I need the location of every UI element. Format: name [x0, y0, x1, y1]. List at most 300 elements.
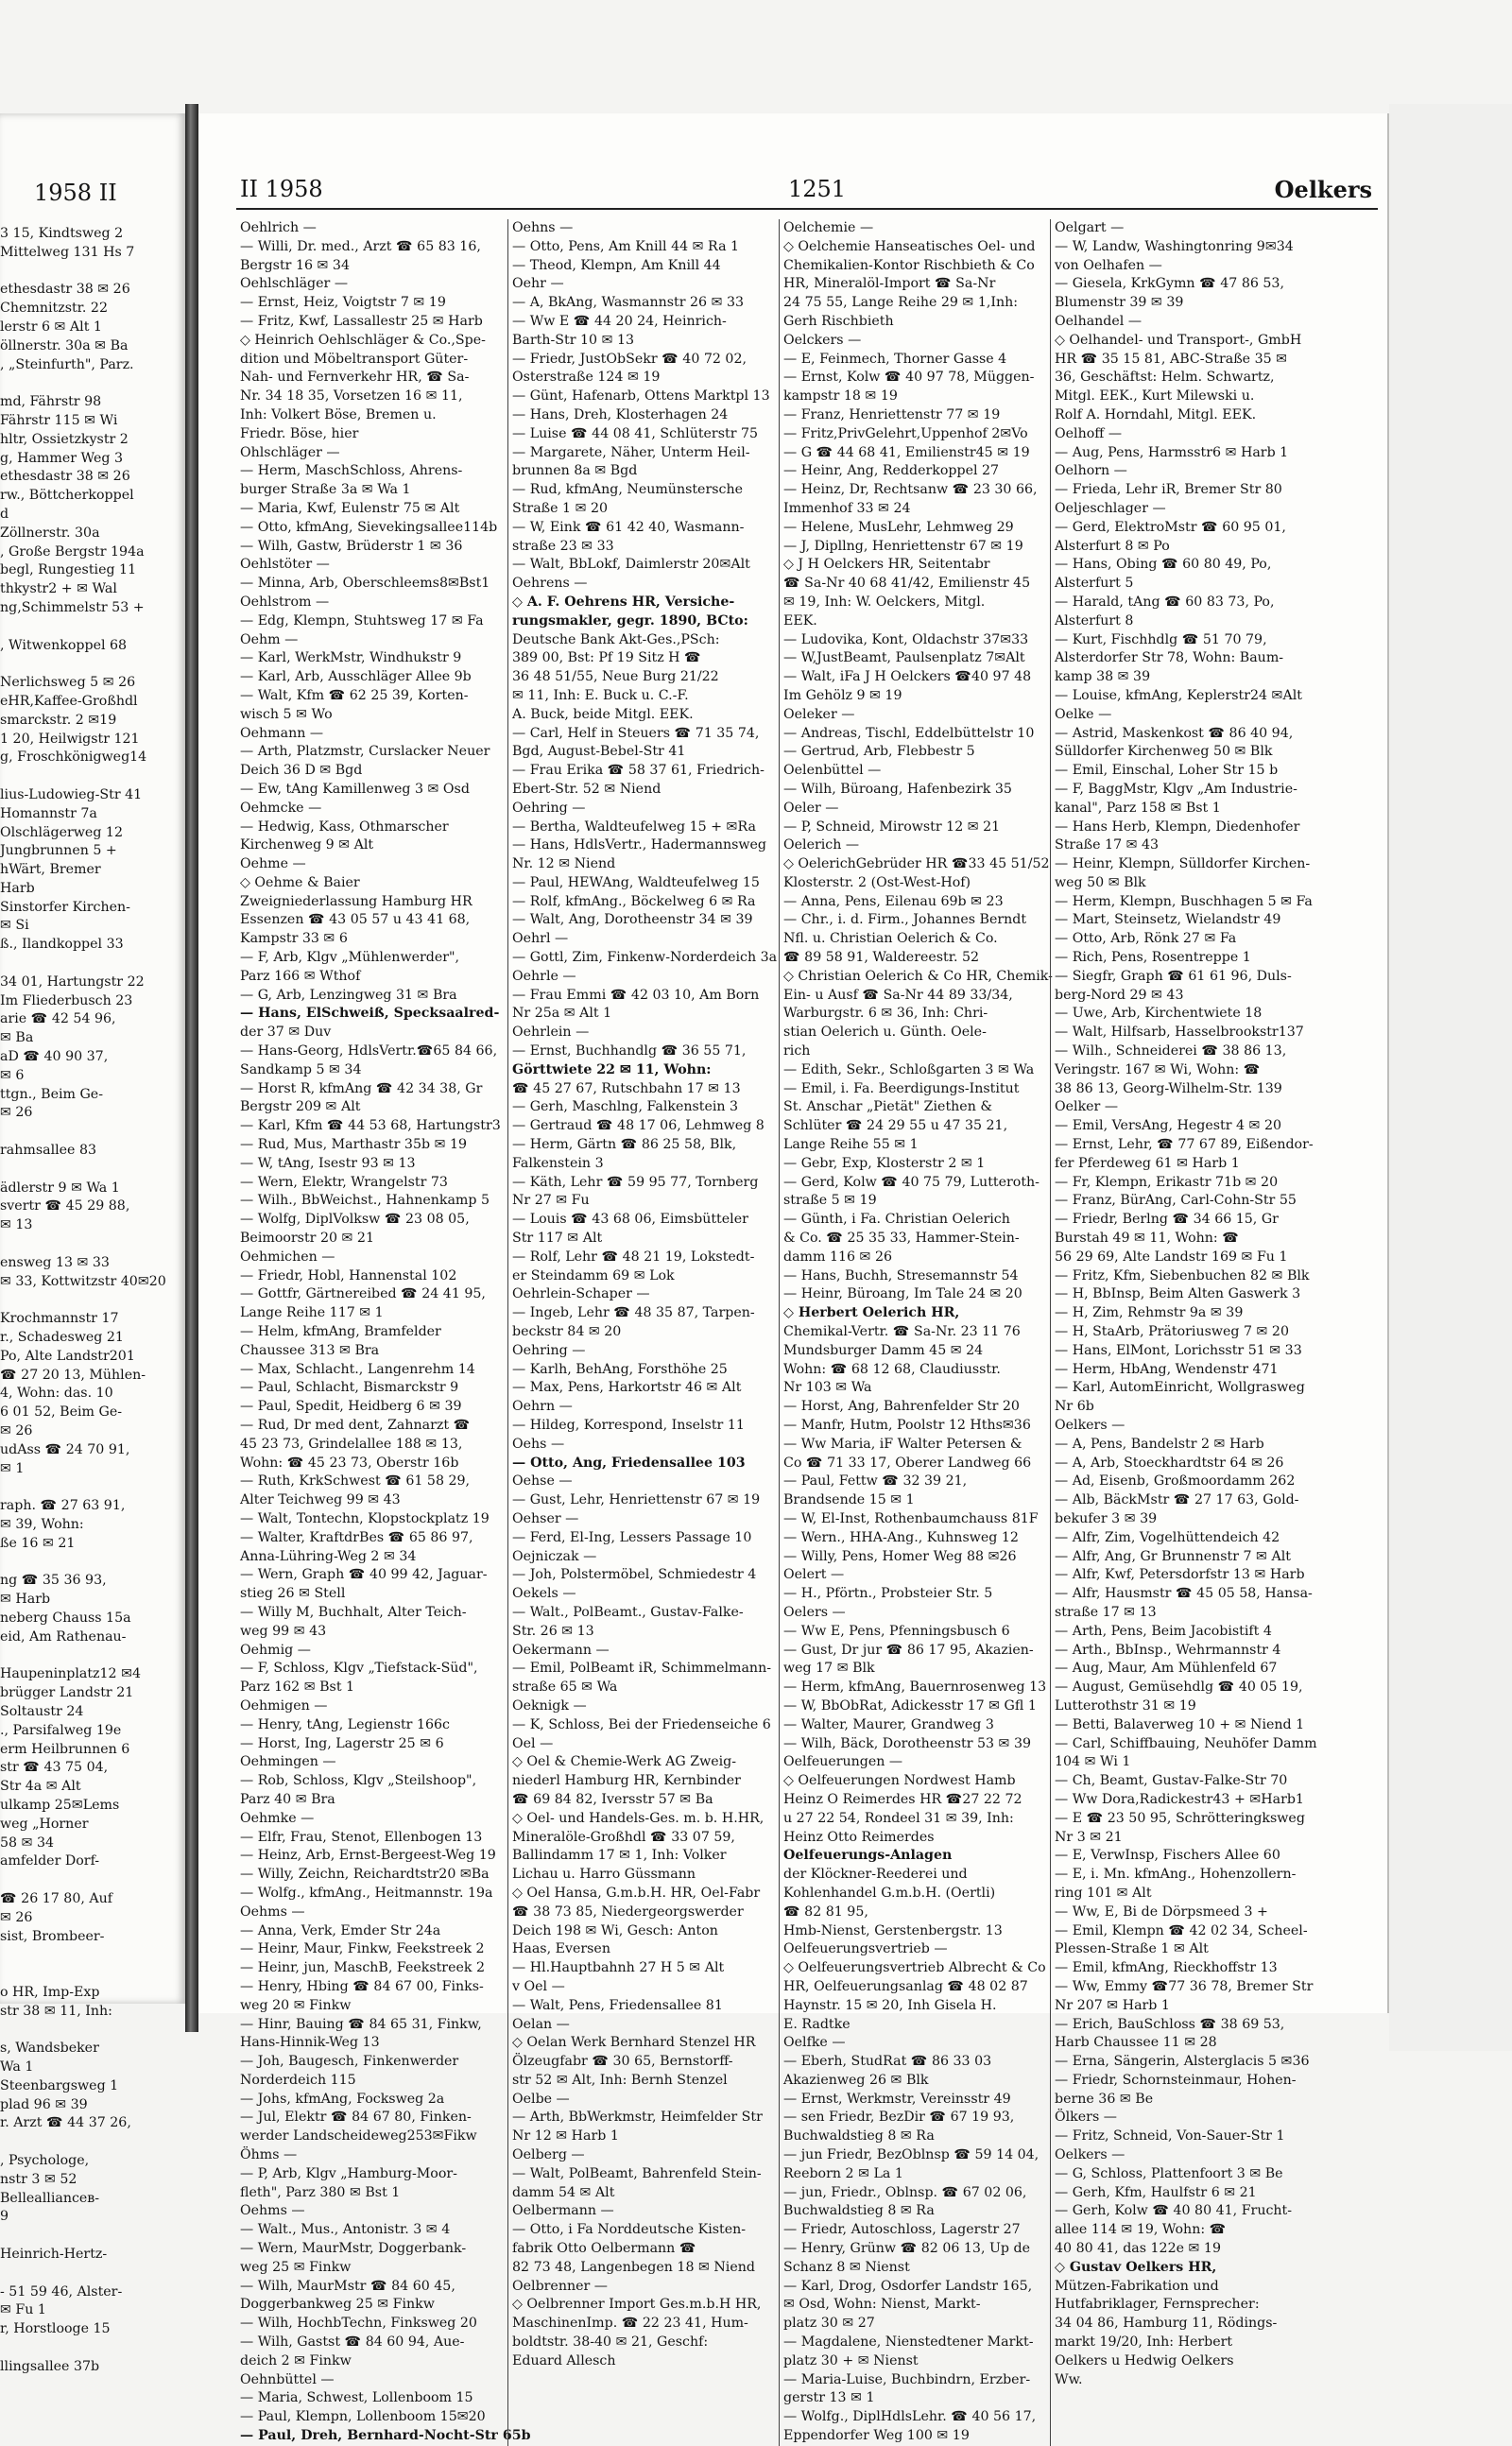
directory-entry: Oehm —	[240, 631, 299, 647]
directory-entry: MaschinenImp. ☎ 22 23 41, Hum-	[512, 2316, 748, 2332]
directory-entry: Oehmann —	[240, 725, 324, 741]
directory-entry: — Arth, Pens, Beim Jacobistift 4	[1055, 1623, 1272, 1639]
directory-entry: — Maria, Schwest, Lollenboom 15	[240, 2390, 473, 2406]
directory-entry: HR, Mineralöl-Import ☎ Sa-Nr	[783, 276, 996, 292]
directory-entry: Lichau u. Harro Güssmann	[512, 1867, 696, 1883]
directory-entry: Eppendorfer Weg 100 ✉ 19	[783, 2428, 970, 2444]
directory-entry: — Gottfr, Gärtnereibed ☎ 24 41 95,	[240, 1286, 486, 1302]
left-page-line	[0, 767, 185, 786]
directory-entry: — Paul, HEWAng, Waldteufelweg 15	[512, 874, 760, 890]
directory-entry: EEK.	[783, 612, 817, 629]
left-page-line: md, Fährstr 98	[0, 394, 102, 410]
directory-entry: — Herm, HbAng, Wendenstr 471	[1055, 1361, 1279, 1377]
directory-entry: Lange Reihe 55 ✉ 1	[783, 1137, 919, 1153]
directory-entry: Oeler —	[783, 800, 839, 816]
directory-entry: — Gerh, Kolw ☎ 40 80 41, Frucht-	[1055, 2203, 1293, 2219]
column-2	[507, 219, 779, 2446]
directory-entry: — Friedr, Hobl, Hannenstal 102	[240, 1267, 457, 1283]
left-page-line: ✉ 39, Wohn:	[0, 1516, 84, 1532]
directory-entry: — Emil, PolBeamt iR, Schimmelmann-	[512, 1661, 771, 1677]
directory-entry: — Willy M, Buchhalt, Alter Teich-	[240, 1604, 467, 1620]
directory-entry: — Rud, Dr med dent, Zahnarzt ☎	[240, 1418, 471, 1433]
directory-entry: — Aug, Maur, Am Mühlenfeld 67	[1055, 1661, 1278, 1677]
directory-entry: E. Radtke	[783, 2016, 850, 2032]
directory-entry: Görttwiete 22 ✉ 11, Wohn:	[512, 1061, 712, 1077]
left-page-line: r, Horstlooge 15	[0, 2321, 111, 2337]
directory-entry: — Herm, MaschSchloss, Ahrens-	[240, 463, 463, 479]
directory-entry: — W, tAng, Isestr 93 ✉ 13	[240, 1155, 416, 1171]
directory-entry: Oelkers —	[1055, 2147, 1125, 2163]
left-page-line: ✉ Fu 1	[0, 2302, 46, 2318]
directory-entry: Chaussee 313 ✉ Bra	[240, 1342, 380, 1358]
directory-entry: — Hans, ElSchweiß, Specksaalred-	[240, 1006, 500, 1022]
directory-entry: Essenzen ☎ 43 05 57 u 43 41 68,	[240, 912, 471, 928]
directory-entry: Parz 162 ✉ Bst 1	[240, 1679, 355, 1696]
left-page-line: Belleallianceв-	[0, 2190, 100, 2206]
directory-entry: — Andreas, Tischl, Eddelbüttelstr 10	[783, 725, 1035, 741]
directory-entry: — Magdalene, Nienstedtener Markt-	[783, 2334, 1034, 2351]
directory-entry: — Wolfg., DiplHdlsLehr. ☎ 40 56 17,	[783, 2409, 1037, 2425]
directory-entry: Falkenstein 3	[512, 1155, 604, 1171]
directory-entry: Kohlenhandel G.m.b.H. (Oertli)	[783, 1885, 996, 1901]
directory-entry: — H, StaArb, Prätoriusweg 7 ✉ 20	[1055, 1324, 1289, 1340]
directory-entry: ◇ Herbert Oelerich HR,	[783, 1305, 960, 1321]
directory-entry: straße 65 ✉ Wa	[512, 1679, 618, 1696]
directory-entry: — E ☎ 23 50 95, Schrötteringksweg	[1055, 1810, 1305, 1826]
directory-entry: er Steindamm 69 ✉ Lok	[512, 1267, 675, 1283]
directory-entry: Oelfke —	[783, 2035, 846, 2051]
left-page-line: 4, Wohn: das. 10	[0, 1386, 113, 1402]
directory-entry: — W, Landw, Washingtonring 9✉34	[1055, 238, 1294, 254]
directory-entry: Veringstr. 167 ✉ Wi, Wohn: ☎	[1055, 1061, 1261, 1077]
left-page-line	[0, 955, 185, 973]
directory-entry: — H., Pförtn., Probsteier Str. 5	[783, 1586, 993, 1602]
left-page-line: Olschlägerweg 12	[0, 824, 123, 840]
left-page-line: Jungbrunnen 5 +	[0, 843, 117, 859]
directory-entry: Öhms —	[240, 2147, 298, 2163]
left-page-line: ✉ 26	[0, 1423, 33, 1438]
directory-entry: Oejniczak —	[512, 1548, 597, 1564]
left-page-line	[0, 1161, 185, 1180]
directory-entry: rich	[783, 1043, 811, 1059]
directory-entry: Bergstr 16 ✉ 34	[240, 257, 350, 273]
directory-entry: — Gerh, Kfm, Haulfstr 6 ✉ 21	[1055, 2184, 1257, 2200]
directory-entry: — Wilh, Bäck, Dorotheenstr 53 ✉ 39	[783, 1735, 1032, 1751]
left-page-line: Sinstorfer Kirchen-	[0, 899, 130, 915]
directory-entry: Oehnbüttel —	[240, 2371, 335, 2387]
left-page-line: ethesdastr 38 ✉ 26	[0, 282, 130, 298]
directory-entry: — Max, Pens, Harkortstr 46 ✉ Alt	[512, 1380, 742, 1396]
directory-entry: Straße 1 ✉ 20	[512, 500, 609, 516]
directory-entry: — jun Friedr, BezOblnsp ☎ 59 14 04,	[783, 2147, 1040, 2163]
directory-entry: — Hans, Obing ☎ 60 80 49, Po,	[1055, 557, 1272, 573]
directory-entry: — Herm, Gärtn ☎ 86 25 58, Blk,	[512, 1137, 737, 1153]
directory-entry: — Wilh, Gastst ☎ 84 60 94, Aue-	[240, 2334, 465, 2351]
directory-entry: — Otto, Pens, Am Knill 44 ✉ Ra 1	[512, 238, 740, 254]
left-page-line: erm Heilbrunnen 6	[0, 1741, 130, 1757]
directory-entry: Klosterstr. 2 (Ost-West-Hof)	[783, 874, 971, 890]
directory-entry: berg-Nord 29 ✉ 43	[1055, 987, 1184, 1003]
directory-entry: — J, Dipllng, Henriettenstr 67 ✉ 19	[783, 538, 1023, 554]
left-page-line: ☎ 27 20 13, Mühlen-	[0, 1367, 146, 1383]
left-page-line: neberg Chauss 15a	[0, 1610, 131, 1626]
directory-entry: Doggerbankweg 25 ✉ Finkw	[240, 2297, 435, 2313]
left-page-line: ✉ 26	[0, 1105, 33, 1121]
directory-entry: — Arth, BbWerkmstr, Heimfelder Str	[512, 2110, 763, 2126]
directory-entry: — Paul, Fettw ☎ 32 39 21,	[783, 1473, 968, 1490]
directory-entry: ◇ OelerichGebrüder HR ☎33 45 51/52	[783, 856, 1050, 872]
directory-entry: — Johs, kfmAng, Focksweg 2a	[240, 2091, 445, 2107]
directory-entry: 104 ✉ Wi 1	[1055, 1754, 1131, 1770]
left-page-line: d	[0, 506, 9, 522]
directory-entry: — Gebr, Exp, Klosterstr 2 ✉ 1	[783, 1155, 986, 1171]
directory-entry: Oehr —	[512, 276, 564, 292]
directory-entry: — Erich, BauSchloss ☎ 38 69 53,	[1055, 2016, 1285, 2032]
left-page-line: lius-Ludowieg-Str 41	[0, 786, 143, 802]
directory-entry: — Giesela, KrkGymn ☎ 47 86 53,	[1055, 276, 1284, 292]
directory-entry: Alsterfurt 8	[1055, 612, 1134, 629]
column-3	[779, 219, 1053, 2446]
directory-entry: Oehrlein-Schaper —	[512, 1286, 650, 1302]
directory-entry: — Hinr, Bauing ☎ 84 65 31, Finkw,	[240, 2016, 482, 2032]
directory-entry: — Carl, Helf in Steuers ☎ 71 35 74,	[512, 725, 760, 741]
directory-entry: Oehlrich —	[240, 220, 317, 235]
left-page-line: udAss ☎ 24 70 91,	[0, 1441, 130, 1457]
left-page-line: hWärt, Bremer	[0, 862, 101, 878]
directory-entry: — Emil, Klempn ☎ 42 02 34, Scheel-	[1055, 1922, 1308, 1938]
directory-entry: Deich 198 ✉ Wi, Gesch: Anton	[512, 1922, 718, 1938]
directory-entry: — Ad, Eisenb, Großmoordamm 262	[1055, 1473, 1296, 1490]
directory-entry: fleth", Parz 380 ✉ Bst 1	[240, 2184, 401, 2200]
directory-entry: — Wern, Elektr, Wrangelstr 73	[240, 1174, 448, 1190]
directory-entry: — Walter, KraftdrBes ☎ 65 86 97,	[240, 1529, 473, 1545]
directory-entry: — Ww E, Pens, Pfenningsbusch 6	[783, 1623, 1010, 1639]
directory-entry: — Walt, Hilfsarb, Hasselbrookstr137	[1055, 1025, 1304, 1041]
directory-entry: boldtstr. 38-40 ✉ 21, Geschf:	[512, 2334, 709, 2351]
directory-entry: Str 117 ✉ Alt	[512, 1231, 603, 1247]
directory-entry: — Walt, BbLokf, Daimlerstr 20✉Alt	[512, 557, 750, 573]
directory-entry: Im Gehölz 9 ✉ 19	[783, 687, 902, 703]
directory-entry: fer Pferdeweg 61 ✉ Harb 1	[1055, 1155, 1240, 1171]
directory-entry: Str. 26 ✉ 13	[512, 1623, 594, 1639]
directory-entry: — Helene, MusLehr, Lehmweg 29	[783, 519, 1014, 535]
directory-entry: Oelfeuerungs-Anlagen	[783, 1848, 953, 1864]
directory-entry: Oelkers u Hedwig Oelkers	[1055, 2352, 1234, 2368]
directory-entry: — Ww Maria, iF Walter Petersen &	[783, 1436, 1022, 1452]
directory-entry: — W,JustBeamt, Paulsenplatz 7✉Alt	[783, 650, 1025, 666]
directory-entry: Oelenbüttel —	[783, 763, 882, 779]
left-page-line	[0, 1871, 185, 1890]
directory-entry: Oehlstrom —	[240, 594, 330, 610]
left-page-line: smarckstr. 2 ✉19	[0, 712, 117, 728]
directory-entry: Harb Chaussee 11 ✉ 28	[1055, 2035, 1217, 2051]
directory-entry: Mützen-Fabrikation und	[1055, 2278, 1219, 2294]
directory-entry: — G ☎ 44 68 41, Emilienstr45 ✉ 19	[783, 444, 1030, 460]
left-page-line	[0, 374, 185, 393]
left-page-line: g, Hammer Weg 3	[0, 450, 123, 466]
directory-entry: — Ernst, Werkmstr, Vereinsstr 49	[783, 2091, 1011, 2107]
left-page-line: Str 4a ✉ Alt	[0, 1779, 81, 1795]
directory-entry: Gerh Rischbieth	[783, 313, 894, 329]
directory-entry: Osterstraße 124 ✉ 19	[512, 370, 661, 386]
directory-entry: — Luise ☎ 44 08 41, Schlüterstr 75	[512, 425, 759, 441]
left-page-line	[0, 1946, 185, 1965]
left-page-line: öllnerstr. 30a ✉ Ba	[0, 337, 129, 353]
directory-entry: Oeleker —	[783, 706, 855, 722]
directory-entry: — Willi, Dr. med., Arzt ☎ 65 83 16,	[240, 238, 481, 254]
directory-entry: Beimoorstr 20 ✉ 21	[240, 1231, 374, 1247]
left-page-line: r. Arzt ☎ 44 37 26,	[0, 2115, 131, 2131]
directory-entry: kanal", Parz 158 ✉ Bst 1	[1055, 800, 1221, 816]
left-page-line: ✉ 1	[0, 1460, 25, 1476]
directory-entry: — Anna, Verk, Emder Str 24a	[240, 1922, 441, 1938]
directory-entry: — Henry, Grünw ☎ 82 06 13, Up de	[783, 2241, 1030, 2257]
right-margin	[1389, 104, 1512, 2051]
directory-entry: — Bertha, Waldteufelweg 15 + ✉Ra	[512, 818, 756, 835]
directory-entry: Hmb-Nienst, Gerstenbergstr. 13	[783, 1922, 1003, 1938]
directory-entry: Oehme —	[240, 856, 306, 872]
left-page-line: ng ☎ 35 36 93,	[0, 1573, 107, 1589]
directory-entry: — Walt, Tontechn, Klopstockplatz 19	[240, 1510, 490, 1526]
directory-entry: Bergstr 209 ✉ Alt	[240, 1099, 361, 1115]
directory-entry: — Heinz, Dr, Rechtsanw ☎ 23 30 66,	[783, 482, 1038, 498]
directory-entry: — Walt, Pens, Friedensallee 81	[512, 1997, 723, 2013]
directory-entry: — Uwe, Arb, Kirchentwiete 18	[1055, 1006, 1263, 1022]
directory-entry: Ölkers —	[1055, 2110, 1117, 2126]
directory-entry: Nr 6b	[1055, 1399, 1094, 1415]
left-page-line: ✉ 33, Kottwitzstr 40✉20	[0, 1273, 166, 1289]
left-page-line: r., Schadesweg 21	[0, 1330, 124, 1346]
directory-entry: — Walt., Mus., Antonistr. 3 ✉ 4	[240, 2222, 451, 2238]
directory-entry: — Hans-Georg, HdlsVertr.☎65 84 66,	[240, 1043, 498, 1059]
directory-entry: Ein- u Ausf ☎ Sa-Nr 44 89 33/34,	[783, 987, 1013, 1003]
left-page-line	[0, 1965, 185, 1984]
page-header	[240, 176, 1372, 210]
left-page-line: ✉ Ba	[0, 1030, 34, 1046]
directory-entry: — Herm, Klempn, Buschhagen 5 ✉ Fa	[1055, 893, 1313, 909]
directory-entry: — Siegfr, Graph ☎ 61 61 96, Duls-	[1055, 968, 1292, 984]
directory-entry: — Fr, Klempn, Erikastr 71b ✉ 20	[1055, 1174, 1279, 1190]
directory-entry: — Franz, BürAng, Carl-Cohn-Str 55	[1055, 1193, 1297, 1209]
directory-entry: Norderdeich 115	[240, 2072, 356, 2088]
directory-entry: Oelker —	[1055, 1099, 1119, 1115]
left-page-line: s, Wandsbeker	[0, 2041, 99, 2057]
directory-entry: werder Landscheideweg253✉Fikw	[240, 2128, 477, 2145]
directory-entry: — Ww, Emmy ☎77 36 78, Bremer Str	[1055, 1978, 1314, 1994]
left-page-line: ensweg 13 ✉ 33	[0, 1254, 110, 1270]
directory-entry: Oelbe —	[512, 2091, 570, 2107]
directory-entry: Eduard Allesch	[512, 2352, 616, 2368]
left-page-line: ng,Schimmelstr 53 +	[0, 599, 145, 615]
directory-entry: — Wolfg., kfmAng., Heitmannstr. 19a	[240, 1885, 493, 1901]
directory-entry: — Harald, tAng ☎ 60 83 73, Po,	[1055, 594, 1275, 610]
directory-entry: Oelbermann —	[512, 2203, 614, 2219]
left-page-line: , „Steinfurth", Parz.	[0, 356, 134, 372]
directory-entry: str 52 ✉ Alt, Inh: Bernh Stenzel	[512, 2072, 728, 2088]
directory-entry: Nfl. u. Christian Oelerich & Co.	[783, 931, 998, 947]
directory-entry: platz 30 + ✉ Nienst	[783, 2352, 919, 2368]
left-page-line: llingsallee 37b	[0, 2358, 100, 2374]
directory-entry: Friedr. Böse, hier	[240, 425, 359, 441]
directory-entry: — sen Friedr, BezDir ☎ 67 19 93,	[783, 2110, 1015, 2126]
left-page-line: Krochmannstr 17	[0, 1311, 119, 1327]
directory-entry: v Oel —	[512, 1978, 565, 1994]
directory-entry: — G, Schloss, Plattenfoort 3 ✉ Be	[1055, 2165, 1283, 2181]
directory-entry: niederl Hamburg HR, Kernbinder	[512, 1773, 741, 1789]
left-page-line: Zöllnerstr. 30a	[0, 525, 100, 541]
directory-entry: Ebert-Str. 52 ✉ Niend	[512, 781, 662, 797]
directory-entry: — Horst R, kfmAng ☎ 42 34 38, Gr	[240, 1080, 483, 1096]
left-page-line	[0, 1123, 185, 1142]
left-page-lines	[0, 225, 185, 2377]
left-page-line: , Große Bergstr 194a	[0, 543, 145, 560]
directory-entry: ◇ Gustav Oelkers HR,	[1055, 2259, 1217, 2275]
directory-entry: Chemikal-Vertr. ☎ Sa-Nr. 23 11 76	[783, 1324, 1021, 1340]
directory-entry: — Arth, Platzmstr, Curslacker Neuer	[240, 744, 490, 760]
left-page-line: ✉ Harb	[0, 1592, 51, 1608]
directory-entry: ◇ J H Oelckers HR, Seitentabr	[783, 557, 990, 573]
left-page-line	[0, 2133, 185, 2152]
directory-entry: — Alfr, Hausmstr ☎ 45 05 58, Hansa-	[1055, 1586, 1313, 1602]
directory-entry: 389 00, Bst: Pf 19 Sitz H ☎	[512, 650, 701, 666]
left-page-line: 1 20, Heilwigstr 121	[0, 731, 140, 747]
directory-entry: ☎ 38 73 85, Niedergeorgswerder	[512, 1903, 744, 1920]
directory-entry: — Ew, tAng Kamillenweg 3 ✉ Osd	[240, 781, 470, 797]
directory-entry: — Karl, Arb, Ausschläger Allee 9b	[240, 669, 472, 685]
directory-entry: Nah- und Fernverkehr HR, ☎ Sa-	[240, 370, 470, 386]
directory-entry: Oehrn —	[512, 1399, 573, 1415]
directory-page	[198, 113, 1389, 2444]
column-1	[236, 219, 531, 2446]
directory-entry: — Hedwig, Kass, Othmarscher	[240, 818, 449, 835]
directory-entry: weg 25 ✉ Finkw	[240, 2259, 352, 2275]
directory-entry: — Henry, Hbing ☎ 84 67 00, Finks-	[240, 1978, 484, 1994]
left-page-line: ß., Ilandkoppel 33	[0, 937, 124, 953]
left-page-line: ulkamp 25✉Lems	[0, 1797, 120, 1813]
directory-entry: Wohn: ☎ 68 12 68, Claudiusstr.	[783, 1361, 1001, 1377]
directory-entry: — Ch, Beamt, Gustav-Falke-Str 70	[1055, 1773, 1288, 1789]
directory-entry: Kampstr 33 ✉ 6	[240, 931, 348, 947]
directory-entry: — Henry, tAng, Legienstr 166c	[240, 1716, 450, 1732]
directory-entry: — A, Arb, Stoeckhardtstr 64 ✉ 26	[1055, 1455, 1284, 1471]
directory-entry: Oehns —	[512, 220, 574, 235]
directory-entry: — Wilh, Büroang, Hafenbezirk 35	[783, 781, 1012, 797]
directory-entry: & Co. ☎ 25 35 33, Hammer-Stein-	[783, 1231, 1020, 1247]
column-4	[1050, 219, 1321, 2446]
directory-entry: — Rolf, Lehr ☎ 48 21 19, Lokstedt-	[512, 1249, 755, 1265]
left-page-line: ttgn., Beim Ge-	[0, 1086, 103, 1102]
directory-entry: ◇ Oelfeuerungen Nordwest Hamb	[783, 1773, 1016, 1789]
directory-entry: Straße 17 ✉ 43	[1055, 837, 1160, 853]
directory-entry: Schlüter ☎ 24 29 55 u 47 35 21,	[783, 1118, 1008, 1134]
directory-entry: Hans-Hinnik-Weg 13	[240, 2035, 380, 2051]
directory-entry: — Wilh, HochbTechn, Finksweg 20	[240, 2316, 477, 2332]
directory-entry: fabrik Otto Oelbermann ☎	[512, 2241, 696, 2257]
directory-entry: — Rob, Schloss, Klgv „Steilshoop",	[240, 1773, 477, 1789]
left-page-line: Harb	[0, 880, 35, 896]
directory-entry: Lange Reihe 117 ✉ 1	[240, 1305, 384, 1321]
directory-entry: — Karl, Drog, Osdorfer Landstr 165,	[783, 2278, 1033, 2294]
left-page-line: amfelder Dorf-	[0, 1853, 100, 1869]
left-page-line: Fährstr 115 ✉ Wi	[0, 412, 118, 428]
directory-entry: straße 23 ✉ 33	[512, 538, 614, 554]
directory-entry: kampstr 18 ✉ 19	[783, 388, 898, 405]
left-page-line: aD ☎ 40 90 37,	[0, 1049, 109, 1065]
left-page-edge	[0, 113, 185, 2374]
directory-entry: — Karl, AutomEinricht, Wollgrasweg	[1055, 1380, 1305, 1396]
directory-entry: — Wern., HHA-Ang., Kuhnsweg 12	[783, 1529, 1019, 1545]
directory-entry: Akazienweg 26 ✉ Blk	[783, 2072, 929, 2088]
directory-entry: — F, BaggMstr, Klgv „Am Industrie-	[1055, 781, 1297, 797]
directory-entry: HR ☎ 35 15 81, ABC-Straße 35 ✉	[1055, 351, 1288, 367]
directory-entry: 36, Geschäftst: Helm. Schwartz,	[1055, 370, 1275, 386]
directory-entry: — Alfr, Ang, Gr Brunnenstr 7 ✉ Alt	[1055, 1548, 1291, 1564]
directory-entry: weg 20 ✉ Finkw	[240, 1997, 352, 2013]
directory-entry: der Klöckner-Reederei und	[783, 1867, 968, 1883]
directory-entry: — K, Schloss, Bei der Friedenseiche 6	[512, 1716, 771, 1732]
directory-entry: Oehrl —	[512, 931, 569, 947]
directory-entry: platz 30 ✉ 27	[783, 2316, 875, 2332]
directory-entry: Nr. 12 ✉ Niend	[512, 856, 616, 872]
directory-entry: Oehrens —	[512, 576, 588, 592]
directory-columns	[236, 219, 1378, 2446]
directory-entry: St. Anschar „Pietät" Ziethen &	[783, 1099, 992, 1115]
directory-entry: — Edg, Klempn, Stuhtsweg 17 ✉ Fa	[240, 612, 484, 629]
directory-entry: — Erna, Sängerin, Alsterglacis 5 ✉36	[1055, 2054, 1310, 2070]
directory-entry: — Käth, Lehr ☎ 59 95 77, Tornberg	[512, 1174, 759, 1190]
directory-entry: wisch 5 ✉ Wo	[240, 706, 333, 722]
directory-entry: — Heinr, Ang, Redderkoppel 27	[783, 463, 1000, 479]
directory-entry: Oelkers —	[1055, 1418, 1125, 1433]
directory-entry: Bgd, August-Bebel-Str 41	[512, 744, 686, 760]
directory-entry: — Heinr, Maur, Finkw, Feekstreek 2	[240, 1941, 485, 1957]
left-page-line	[0, 2227, 185, 2246]
directory-entry: von Oelhafen —	[1055, 257, 1162, 273]
directory-entry: — Louis ☎ 43 68 06, Eimsbütteler	[512, 1212, 748, 1228]
directory-entry: 40 80 41, das 122e ✉ 19	[1055, 2241, 1221, 2257]
directory-entry: weg 17 ✉ Blk	[783, 1661, 875, 1677]
directory-entry: beckstr 84 ✉ 20	[512, 1324, 622, 1340]
directory-entry: — Friedr, Autoschloss, Lagerstr 27	[783, 2222, 1021, 2238]
left-page-line: Po, Alte Landstr201	[0, 1348, 135, 1364]
directory-entry: — Ernst, Buchhandlg ☎ 36 55 71,	[512, 1043, 747, 1059]
directory-entry: — Ingeb, Lehr ☎ 48 35 87, Tarpen-	[512, 1305, 755, 1321]
directory-entry: — Gust, Lehr, Henriettenstr 67 ✉ 19	[512, 1492, 761, 1508]
directory-entry: — Emil, i. Fa. Beerdigungs-Institut	[783, 1080, 1020, 1096]
directory-entry: — Heinr, jun, MaschB, Feekstreek 2	[240, 1960, 486, 1976]
directory-entry: Chemikalien-Kontor Rischbieth & Co	[783, 257, 1035, 273]
left-page-line: ✉ Si	[0, 918, 29, 934]
directory-entry: — Alb, BäckMstr ☎ 27 17 63, Gold-	[1055, 1492, 1299, 1508]
directory-entry: Oelert —	[783, 1567, 845, 1583]
directory-entry: — Louise, kfmAng, Keplerstr24 ✉Alt	[1055, 687, 1302, 703]
directory-entry: A. Buck, beide Mitgl. EEK.	[512, 706, 694, 722]
directory-entry: Alsterfurt 8 ✉ Po	[1055, 538, 1170, 554]
left-page-line: , Witwenkoppel 68	[0, 637, 128, 653]
directory-entry: Oehms —	[240, 1903, 305, 1920]
directory-entry: — Emil, VersAng, Hegestr 4 ✉ 20	[1055, 1118, 1281, 1134]
directory-entry: — Hildeg, Korrespond, Inselstr 11	[512, 1418, 745, 1433]
directory-entry: ☎ 69 84 82, Iversstr 57 ✉ Ba	[512, 1791, 713, 1807]
left-page-line: - 51 59 46, Alster-	[0, 2283, 123, 2300]
directory-entry: — Paul, Spedit, Heidberg 6 ✉ 39	[240, 1399, 462, 1415]
directory-entry: ◇ Oelbrenner Import Ges.m.b.H HR,	[512, 2297, 762, 2313]
directory-entry: Mitgl. EEK., Kurt Milewski u.	[1055, 388, 1255, 405]
directory-entry: Oehmig —	[240, 1642, 311, 1658]
directory-entry: ☎ 45 27 67, Rutschbahn 17 ✉ 13	[512, 1080, 741, 1096]
directory-entry: — Gerd, Kolw ☎ 40 75 79, Lutteroth-	[783, 1174, 1040, 1190]
directory-entry: Anna-Lühring-Weg 2 ✉ 34	[240, 1548, 417, 1564]
